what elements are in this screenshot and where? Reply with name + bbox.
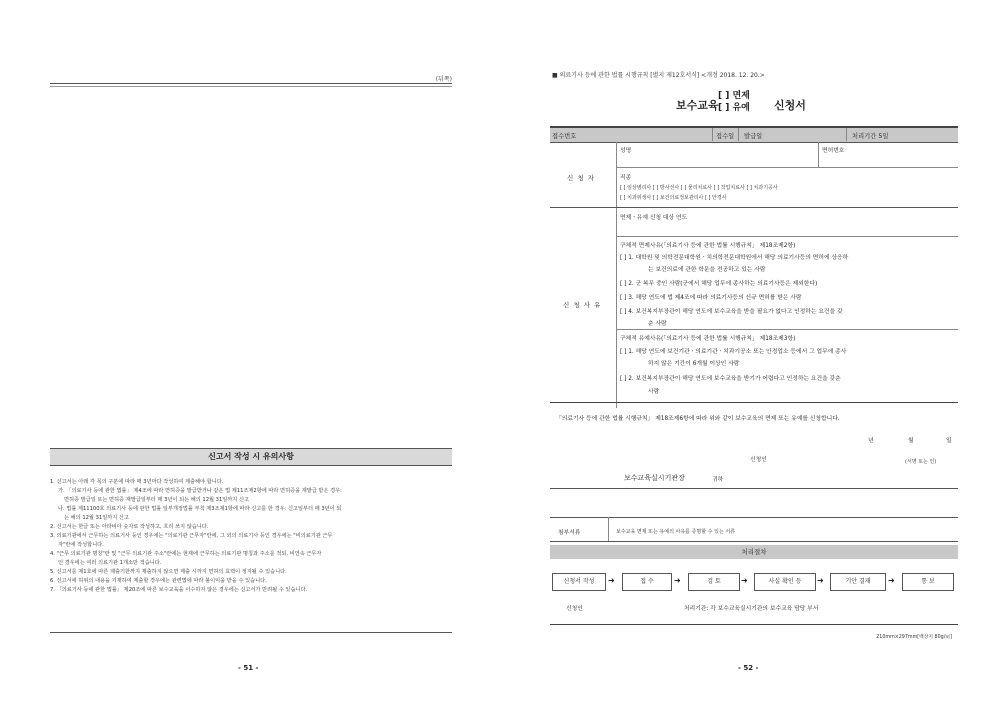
step-verify: 사실 확인 등	[754, 573, 816, 591]
exemption-1: [ ] 1. 대학원 및 의학전문대학원ㆍ치의학전문대학원에서 해당 의료기사등의 면허에 상응하	[620, 255, 849, 261]
notice-item: 2. 신고서는 한글 또는 아라비아 숫자로 작성하고, 흐리 쓰지 않습니다.	[50, 524, 209, 530]
name-label: 성명	[620, 148, 632, 154]
attachments-text: 보수교육 면제 또는 유예의 사유를 증명할 수 있는 서류	[616, 529, 735, 535]
declaration-text: 「의료기사 등에 관한 법률 시행규칙」 제18조제6항에 따라 위와 같이 보수교육의 면제 또는 유예를 신청합니다.	[556, 416, 840, 422]
arrow-icon: ➜	[817, 576, 824, 585]
applicant-label: 신 청 자	[567, 174, 595, 182]
divider	[818, 142, 819, 167]
attach-bottom-rule	[550, 541, 958, 542]
exemption-title: 구체적 면제사유(「의료기사 등에 관한 법률 시행규칙」 제18조제2항)	[620, 243, 796, 249]
notice-item: 6. 신고서에 허위의 내용을 기재하여 제출할 경우에는 관련법에 따라 불이익을 받을 수 있습니다.	[50, 578, 267, 584]
section-divider	[550, 488, 958, 489]
divider	[846, 128, 847, 141]
arrow-icon: ➜	[888, 576, 895, 585]
step-applicant-label: 신청인	[566, 606, 583, 612]
notice-item: 5. 신고서를 제1호에 따른 제출기한까지 제출하지 않으면 제출 시까지 면허의 효력이 정지될 수 있습니다.	[50, 569, 287, 575]
job-options-row-1: [ ] 임상병리사 [ ] 방사선사 [ ] 물리치료사 [ ] 작업치료사 [ ] 치과기공사	[620, 185, 778, 191]
title-option-deferral: [ ] 유예	[718, 103, 750, 113]
applicant-signature-label: 신청인	[750, 457, 767, 463]
section-divider	[550, 402, 958, 403]
date-year: 년	[868, 438, 874, 444]
page-number: - 52 -	[738, 664, 759, 672]
exemption-1-cont: 는 보건의료에 관한 학문을 전공하고 있는 사람	[648, 267, 766, 273]
bottom-rule	[50, 632, 452, 633]
title-option-exemption: [ ] 면제	[718, 91, 750, 101]
notice-item: 는 해의 12월 31일까지 신고	[64, 515, 129, 521]
arrow-icon: ➜	[741, 576, 748, 585]
notice-item: 7. 「의료기사 등에 관한 법률」 제20조에 따른 보수교육을 이수하지 않은 경우에는 신고서가 반려될 수 있습니다.	[50, 587, 308, 593]
notice-item: 1. 신고서는 아래 각 목의 구분에 따라 매 3년마다 작성하여 제출해야 합니다.	[50, 479, 224, 485]
notice-title: 신고서 작성 시 유의사항	[50, 448, 452, 466]
row-divider	[616, 167, 958, 168]
form-title	[552, 90, 956, 120]
notice-list	[50, 478, 452, 595]
exemption-2: [ ] 2. 군 복무 중인 사람(군에서 해당 업무에 종사하는 의료기사등은 제외한다)	[620, 281, 818, 287]
arrow-icon: ➜	[674, 576, 681, 585]
row-divider	[616, 236, 958, 237]
paper-spec: 210mm×297mm[백상지 80g/㎡]	[876, 635, 952, 640]
license-number-label: 면허번호	[822, 148, 845, 154]
step-approval: 기안 결재	[830, 573, 886, 591]
receipt-date-label: 접수일	[716, 133, 735, 140]
job-options-row-2: [ ] 치과위생사 [ ] 보건의료정보관리사 [ ] 안경사	[620, 195, 727, 201]
bottom-rule	[550, 624, 958, 625]
step-receive: 접 수	[622, 573, 672, 591]
notice-item: 면허증 발급일 또는 면허증 재발급일부터 매 3년이 되는 해의 12월 31일까지 신고	[64, 497, 249, 503]
corner-tag: (뒤쪽)	[435, 76, 452, 83]
processing-period: 처리기간 5일	[852, 133, 889, 140]
notice-item: 인 경우에는 여러 의료기관 1개소만 적습니다.	[58, 560, 162, 566]
step-apply: 신청서 작성	[552, 573, 606, 591]
page-number: - 51 -	[238, 664, 259, 672]
divider	[738, 128, 739, 141]
reason-label: 신 청 사 유	[563, 301, 602, 309]
title-prefix: 보수교육	[676, 99, 719, 112]
deferral-1: [ ] 1. 해당 연도에 보건기관ㆍ의료기관ㆍ치과기공소 또는 안경업소 등에서 그 업무에 종사	[620, 349, 847, 355]
right-page	[500, 0, 1000, 707]
exemption-4: [ ] 4. 보건복지부장관이 해당 연도에 보수교육을 받을 필요가 없다고 인정하는 요건을 갖	[620, 309, 843, 315]
exemption-4-cont: 춘 사람	[648, 321, 667, 327]
top-rule-secondary	[50, 86, 452, 87]
attach-top-rule	[550, 517, 958, 518]
deferral-2: [ ] 2. 보건복지부장관이 해당 연도에 보수교육을 받기가 어렵다고 인정하는 요건을 갖춘	[620, 376, 841, 382]
section-divider	[550, 207, 958, 208]
divider	[712, 128, 713, 141]
title-suffix: 신청서	[774, 99, 806, 112]
date-month: 월	[908, 438, 914, 444]
target-year-label: 면제ㆍ유예 신청 대상 연도	[620, 215, 688, 221]
receipt-row	[550, 126, 958, 143]
notice-item: 나. 법률 제11100호 의료기사 등에 관한 법률 일부개정법률 부칙 제3조제1항에 따라 신고를 한 경우: 신고일부터 매 3년이 되	[58, 506, 342, 512]
form-header: ■ 의료기사 등에 관한 법률 시행규칙 [별지 제12호서식] <개정 2018. 12. 20.>	[552, 72, 765, 79]
recipient-suffix: 귀하	[712, 477, 724, 483]
step-review: 검 토	[688, 573, 740, 591]
attachments-label: 첨부서류	[558, 530, 581, 536]
recipient: 보수교육실시기관장	[624, 474, 685, 482]
label-column-divider	[616, 142, 617, 408]
date-day: 일	[946, 438, 952, 444]
deferral-1-cont: 하지 않은 기간이 6개월 이상인 사람	[648, 361, 740, 367]
signature-note: (서명 또는 인)	[905, 459, 937, 465]
notice-item: 4. "근무 의료기관 명칭"란 및 "근무 의료기관 주소"란에는 현재에 근무하는 의료기관 명칭과 주소를 적되, 비연속 근무자	[50, 551, 322, 557]
notice-item: 가. 「의료기사 등에 관한 법률」 제4조에 따라 면허증을 발급받거나 같은 법 제11조제2항에 따라 면허증을 재발급 받은 경우:	[58, 488, 342, 494]
divider	[608, 517, 609, 541]
step-agency-label: 처리기관: 각 보수교육실시기관의 보수교육 담당 부서	[684, 606, 819, 612]
notice-item: 자"란에 작성합니다.	[58, 542, 104, 548]
deferral-title: 구체적 유예사유(「의료기사 등에 관한 법률 시행규칙」 제18조제3항)	[620, 336, 796, 342]
issue-date-label: 발급일	[744, 133, 763, 140]
arrow-icon: ➜	[608, 576, 615, 585]
deferral-2-cont: 사람	[648, 389, 660, 395]
step-notify: 통 보	[902, 573, 954, 591]
procedure-title: 처리절차	[550, 545, 958, 559]
job-label: 직종	[620, 175, 632, 181]
top-rule	[50, 83, 452, 84]
receipt-number-label: 접수번호	[552, 133, 577, 140]
row-divider	[616, 329, 958, 330]
title-options	[718, 90, 750, 114]
exemption-3: [ ] 3. 해당 연도에 법 제4조에 따라 의료기사등의 신규 면허를 받은 사람	[620, 295, 802, 301]
notice-item: 3. 의료기관에서 근무하는 의료기사 등인 경우에는 "의료기관 근무자"란에, 그 외의 의료기사 등인 경우에는 "비의료기관 근무	[50, 533, 333, 539]
